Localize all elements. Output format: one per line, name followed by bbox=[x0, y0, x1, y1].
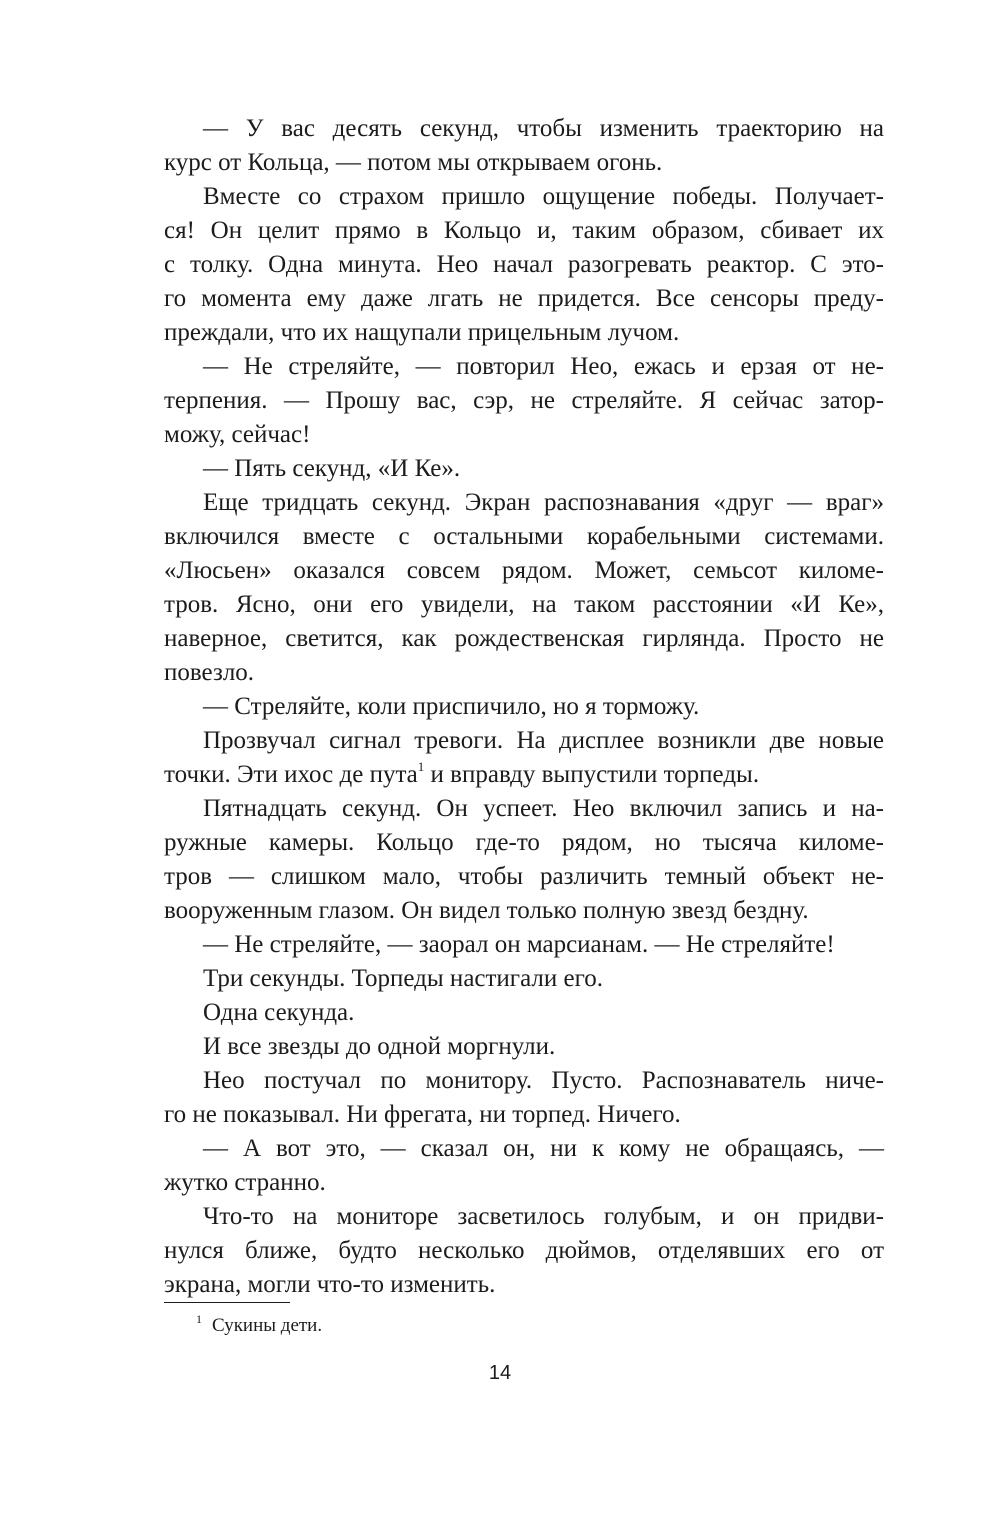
text-line: тров. Ясно, они его увидели, на таком расстоянии «И Ке», bbox=[164, 591, 884, 618]
text-line: Еще тридцать секунд. Экран распознавания «друг — враг» bbox=[203, 489, 884, 516]
text-line: — У вас десять секунд, чтобы изменить траекторию на bbox=[203, 115, 884, 142]
text-line: можу, сейчас! bbox=[164, 421, 311, 448]
text-line: го не показывал. Ни фрегата, ни торпед. Ничего. bbox=[164, 1101, 681, 1128]
text-line-with-footnote bbox=[164, 758, 884, 792]
text-line: — А вот это, — сказал он, ни к кому не обращаясь, — bbox=[203, 1135, 884, 1162]
text-line: жутко странно. bbox=[164, 1169, 326, 1196]
text-line: с толку. Одна минута. Нео начал разогревать реактор. С это- bbox=[164, 251, 884, 278]
text-line: терпения. — Прошу вас, сэр, не стреляйте. Я сейчас затор- bbox=[164, 387, 884, 414]
text-line: «Люсьен» оказался совсем рядом. Может, семьсот киломе- bbox=[164, 557, 884, 584]
text-line: курс от Кольца, — потом мы открываем огонь. bbox=[164, 149, 663, 176]
text-line: Вместе со страхом пришло ощущение победы. Получает- bbox=[203, 183, 884, 210]
footnote-marker: 1 bbox=[196, 1312, 202, 1326]
text-line: включился вместе с остальными корабельными системами. bbox=[164, 523, 884, 550]
text-line: ся! Он целит прямо в Кольцо и, таким образом, сбивает их bbox=[164, 217, 884, 244]
text-line: вооруженным глазом. Он видел только полную звезд бездну. bbox=[164, 897, 809, 924]
body-text bbox=[164, 112, 884, 1302]
text-line: — Не стреляйте, — повторил Нео, ежась и ерзая от не- bbox=[203, 353, 884, 380]
text-line: нулся ближе, будто несколько дюймов, отделявших его от bbox=[164, 1237, 884, 1264]
text-line: ружные камеры. Кольцо где-то рядом, но тысяча киломе- bbox=[164, 829, 884, 856]
text-line: И все звезды до одной моргнули. bbox=[203, 1033, 556, 1060]
text-line: экрана, могли что-то изменить. bbox=[164, 1271, 496, 1298]
text-line: Нео постучал по монитору. Пусто. Распознаватель ниче- bbox=[203, 1067, 884, 1094]
text-line: преждали, что их нащупали прицельным лучом. bbox=[164, 319, 680, 346]
text-line: Пятнадцать секунд. Он успеет. Нео включил запись и на- bbox=[203, 795, 884, 822]
text-segment: точки. Эти ихос де пута bbox=[164, 761, 418, 788]
footnote-text: Сукины дети. bbox=[212, 1315, 323, 1336]
footnote-reference: 1 bbox=[417, 759, 425, 774]
text-line: Одна секунда. bbox=[203, 999, 355, 1026]
text-segment: и вправду выпустили торпеды. bbox=[430, 761, 760, 788]
text-line: повезло. bbox=[164, 659, 255, 686]
text-line: — Стреляйте, коли приспичило, но я торможу. bbox=[203, 693, 700, 720]
text-line: — Не стреляйте, — заорал он марсианам. — Не стреляйте! bbox=[203, 931, 835, 958]
text-line: го момента ему даже лгать не придется. Все сенсоры преду- bbox=[164, 285, 884, 312]
text-line: — Пять секунд, «И Ке». bbox=[203, 455, 461, 482]
page-number: 14 bbox=[488, 1362, 512, 1384]
text-line: Что-то на мониторе засветилось голубым, и он придви- bbox=[203, 1203, 884, 1230]
text-line: наверное, светится, как рождественская гирлянда. Просто не bbox=[164, 625, 884, 652]
text-line: Прозвучал сигнал тревоги. На дисплее возникли две новые bbox=[203, 727, 884, 754]
footnote bbox=[196, 1314, 322, 1338]
text-line: тров — слишком мало, чтобы различить темный объект не- bbox=[164, 863, 884, 890]
footnote-divider bbox=[164, 1302, 290, 1303]
text-line: Три секунды. Торпеды настигали его. bbox=[203, 965, 603, 992]
